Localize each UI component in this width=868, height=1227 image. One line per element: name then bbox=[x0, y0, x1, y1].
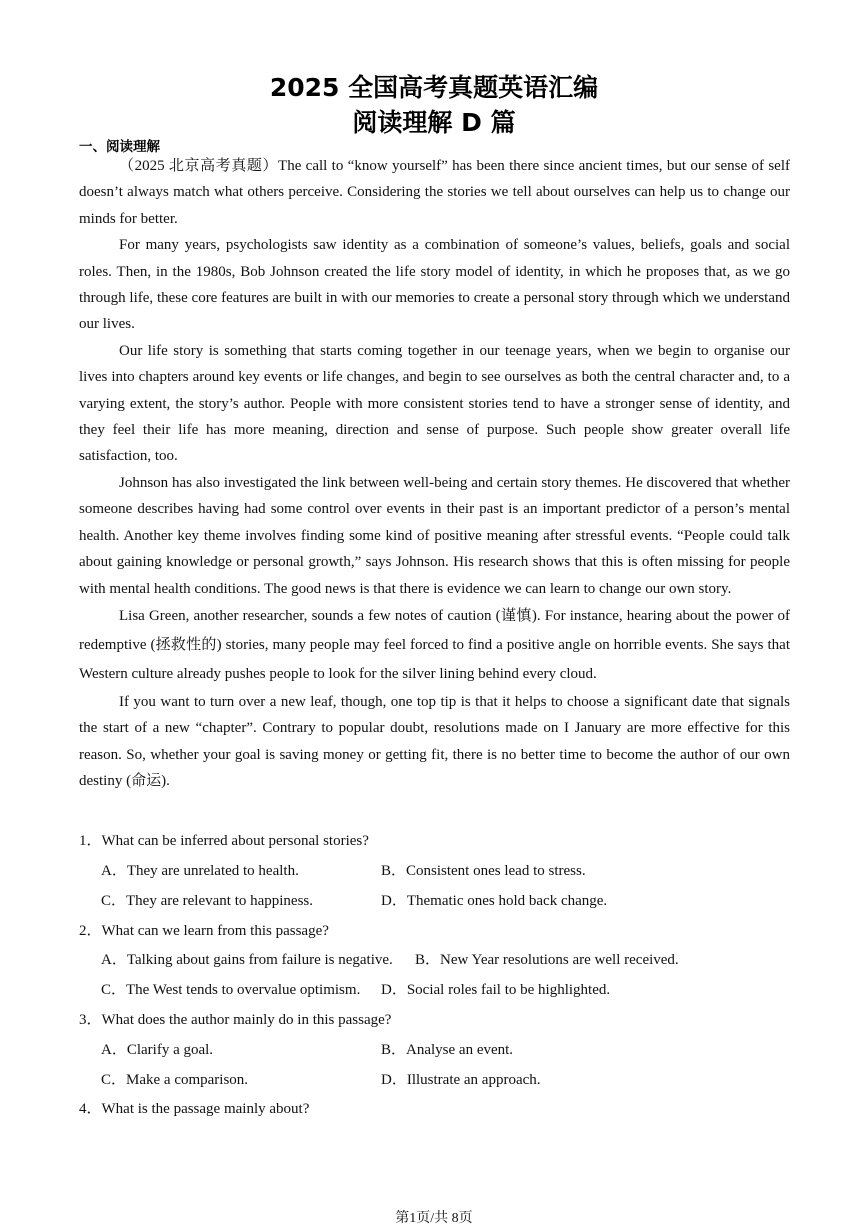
question-1-option-a: A．They are unrelated to health. bbox=[101, 863, 299, 879]
passage-paragraph-1: （2025 北京高考真题）The call to “know yourself” has been there since ancient times, but our sense of self doesn’t always match what others perceive. Considering the stories we tell about ourselves can help us to change our minds for better. bbox=[79, 158, 790, 227]
passage-paragraph-3: Our life story is something that starts coming together in our teenage years, when we begin to organise our lives into chapters around key events or life changes, and begin to see ourselves as both the central character and, to a varying extent, the story’s author. People with more consistent stories tend to have a stronger sense of identity, and they feel their life has more meaning, direction and sense of purpose. Such people show greater overall life satisfaction, too. bbox=[79, 342, 790, 465]
question-3-option-a: A．Clarify a goal. bbox=[101, 1042, 214, 1058]
question-3-stem: 3．What does the author mainly do in this passage? bbox=[79, 1012, 392, 1028]
page-title: 2025 全国高考真题英语汇编 bbox=[269, 73, 599, 102]
passage-paragraph-5: Lisa Green, another researcher, sounds a few notes of caution (谨慎). For instance, hearing about the power of redemptive (拯救性的) stories, many people may feel forced to find a positive angle on horrible events. She says that Western culture already pushes people to look for the silver lining behind every cloud. bbox=[79, 607, 790, 682]
passage-paragraph-4: Johnson has also investigated the link between well-being and certain story themes. He discovered that whether someone describes having had some control over events in their past is an important predictor of a person’s mental health. Another key theme involves finding some kind of positive meaning after stressful events. “People could talk about gaining knowledge or personal growth,” says Johnson. His research shows that this is often missing for people with mental health conditions. The good news is that there is evidence we can learn to change our own story. bbox=[79, 474, 790, 597]
question-1-option-b: B．Consistent ones lead to stress. bbox=[381, 863, 586, 879]
question-3-option-b: B．Analyse an event. bbox=[381, 1042, 514, 1058]
passage-paragraph-2: For many years, psychologists saw identity as a combination of someone’s values, beliefs, goals and social roles. Then, in the 1980s, Bob Johnson created the life story model of identity, in which he proposes that, as we go through life, these core features are built in with our memories to create a personal story through which we understand our lives. bbox=[79, 237, 790, 333]
question-2-option-c: C．The West tends to overvalue optimism. bbox=[101, 982, 361, 998]
section-heading: 一、阅读理解 bbox=[79, 139, 160, 155]
question-3-option-c: C．Make a comparison. bbox=[101, 1072, 249, 1088]
reading-passage bbox=[79, 153, 790, 795]
page-footer: 第1页/共 8页 bbox=[395, 1211, 473, 1226]
question-2-option-d: D．Social roles fail to be highlighted. bbox=[381, 982, 611, 998]
question-1-option-d: D．Thematic ones hold back change. bbox=[381, 893, 608, 909]
question-2-option-a: A．Talking about gains from failure is negative. bbox=[101, 952, 393, 968]
question-1-stem: 1．What can be inferred about personal stories? bbox=[79, 833, 369, 849]
question-4-stem: 4．What is the passage mainly about? bbox=[79, 1101, 310, 1117]
question-3-option-d: D．Illustrate an approach. bbox=[381, 1072, 541, 1088]
passage-paragraph-6: If you want to turn over a new leaf, though, one top tip is that it helps to choose a significant date that signals the start of a new “chapter”. Contrary to popular doubt, resolutions made on I January are more effective for this reason. So, whether your goal is saving money or getting fit, there is no better time to become the author of our own destiny (命运). bbox=[79, 693, 790, 790]
question-1-option-c: C．They are relevant to happiness. bbox=[101, 893, 314, 909]
question-2-stem: 2．What can we learn from this passage? bbox=[79, 923, 329, 939]
page-subtitle: 阅读理解 D 篇 bbox=[352, 108, 516, 137]
question-2-option-b: B．New Year resolutions are well received. bbox=[415, 952, 679, 968]
